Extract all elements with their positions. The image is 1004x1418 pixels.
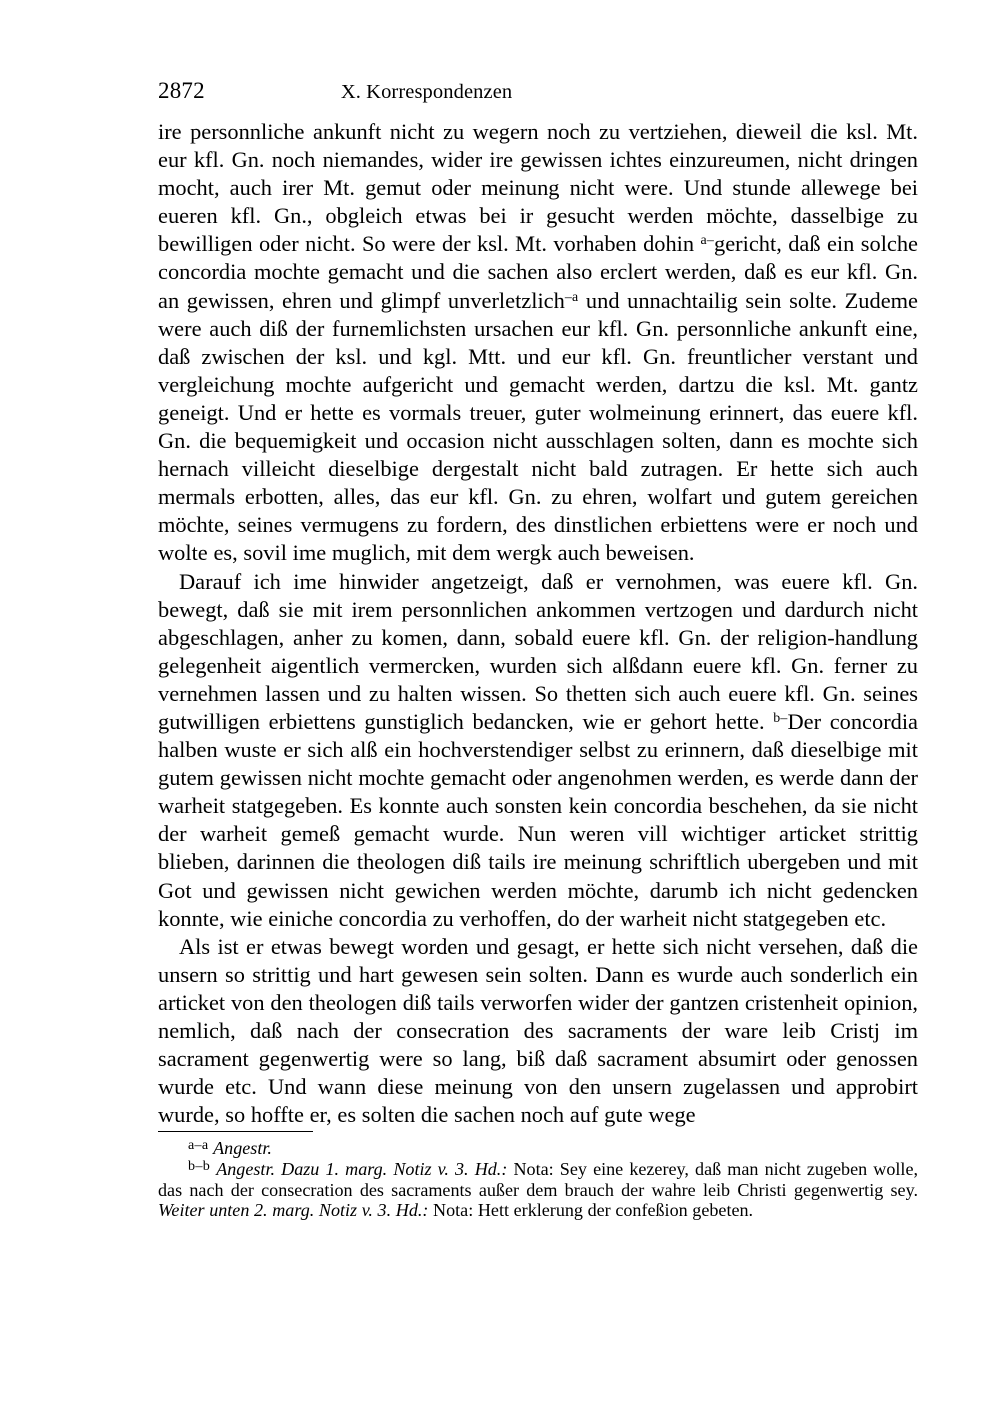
page-number: 2872 [158, 78, 205, 103]
footnote-a [158, 1138, 918, 1158]
footnote-block [158, 1131, 918, 1221]
footnote-separator-rule [158, 1131, 313, 1132]
footnote-reference-mark: –a [564, 289, 579, 305]
emphasis-text: Angestr. [213, 1138, 272, 1158]
running-head [158, 78, 918, 104]
para-3: Als ist er etwas bewegt worden und gesagt, er hette sich nicht versehen, daß die unsern so strittig und hart gewesen sein solten. Dann es wurde auch sonderlich ein articket von den theologen diß tails verworfen wider der gantzen cristenheit opinion, nemlich, daß nach der consecration des sacraments der ware leib Cristj im sacrament gegenwertig were so lang, biß daß sacrament absumirt oder genossen wurde etc. Und wann diese meinung von den unsern zugelassen und approbirt wurde, so hoffte er, es solten die sachen noch auf gute wege [158, 933, 918, 1128]
footnote-list [158, 1138, 918, 1221]
footnote-b: $^{b-b}$ Angestr. Dazu 1. marg. Notiz v. 3. Hd.: Nota: Sey eine kezerey, daß man nicht zugeben wolle, das nach der consecration des sacraments außer dem brauch der wahre leib Christi gegenwertig sey. Weiter unten 2. marg. Notiz v. 3. Hd.: Nota: Hett erklerung der confeßion gebeten. [158, 1158, 918, 1221]
emphasis-text: Weiter unten 2. marg. Notiz v. 3. Hd.: [158, 1200, 429, 1221]
footnote-reference-mark: b– [773, 710, 788, 726]
footnote-reference-mark: a– [700, 233, 715, 249]
footnote-marker: a–a [188, 1136, 209, 1153]
emphasis-text: Angestr. Dazu 1. marg. Notiz v. 3. Hd.: [216, 1159, 508, 1180]
footnote-marker: b–b [188, 1158, 211, 1175]
body-text-block [158, 118, 918, 1129]
running-title: X. Korrespondenzen [340, 81, 513, 103]
para-2: Darauf ich ime hinwider angetzeigt, daß er vernohmen, was euere kfl. Gn. bewegt, daß sie mit irem personnlichen ankommen vertzogen und dardurch nicht abgeschlagen, anher zu komen, dann, sobald euere kfl. Gn. der religion-handlung gelegenheit aigentlich vermercken, wurden sich alßdann euere kfl. Gn. ferner zu vernehmen lassen und zu halten wissen. So thetten sich auch euere kfl. Gn. seines gutwilligen erbiettens gunstiglich bedancken, wie er gehort hette. $^{b-}$Der concordia halben wuste er sich alß ein hochverstendiger selbst zu erinnern, daß dieselbige mit gutem gewissen nicht mochte gemacht oder angenohmen werden, es werde dann der warheit statgegeben. Es konnte auch sonsten kein concordia beschehen, da sie nicht der warheit gemeß gemacht wurde. Nun weren vill wichtiger articket strittig blieben, darinnen die theologen diß tails ire meinung schriftlich ubergeben und mit Got und gewissen nicht gewichen werden möchte, darumb ich nicht gedencken konnte, wie einiche concordia zu verhoffen, do der warheit nicht statgegeben etc. [158, 568, 918, 931]
para-1: ire personnliche ankunft nicht zu wegern noch zu vertziehen, dieweil die ksl. Mt. eur kfl. Gn. noch niemandes, wider ire gewissen ichtes einzureumen, nicht dringen mocht, auch irer Mt. gemut oder meinung nicht were. Und stunde allewege bei eueren kfl. Gn., obgleich etwas bei ir gesucht werden möchte, dasselbige zu bewilligen oder nicht. So were der ksl. Mt. vorhaben dohin $^{a-}$gericht, daß ein solche concordia mochte gemacht und die sachen also erclert werden, daß es eur kfl. Gn. an gewissen, ehren und glimpf unverletzlich$^{-a}$ und unnachtailig sein solte. Zudeme were auch diß der furnemlichsten ursachen eur kfl. Gn. personnliche ankunft eine, daß zwischen der ksl. und kgl. Mtt. und eur kfl. Gn. freuntlicher verstant und vergleichung mochte aufgericht und gemacht werden, dartzu die ksl. Mt. gantz geneigt. Und er hette es vormals treuer, guter wolmeinung erinnert, das euere kfl. Gn. die bequemigkeit und occasion nicht ausschlagen solten, dann es mochte sich hernach villeicht dieselbige dergestalt nicht bald zutragen. Er hette sich auch mermals erbotten, alles, das eur kfl. Gn. zu ehren, wolfart und gutem gereichen möchte, seines vermugens zu fordern, des dinstlichen erbiettens were er noch und wolte es, sovil ime muglich, mit dem wergk auch beweisen. [158, 119, 918, 566]
